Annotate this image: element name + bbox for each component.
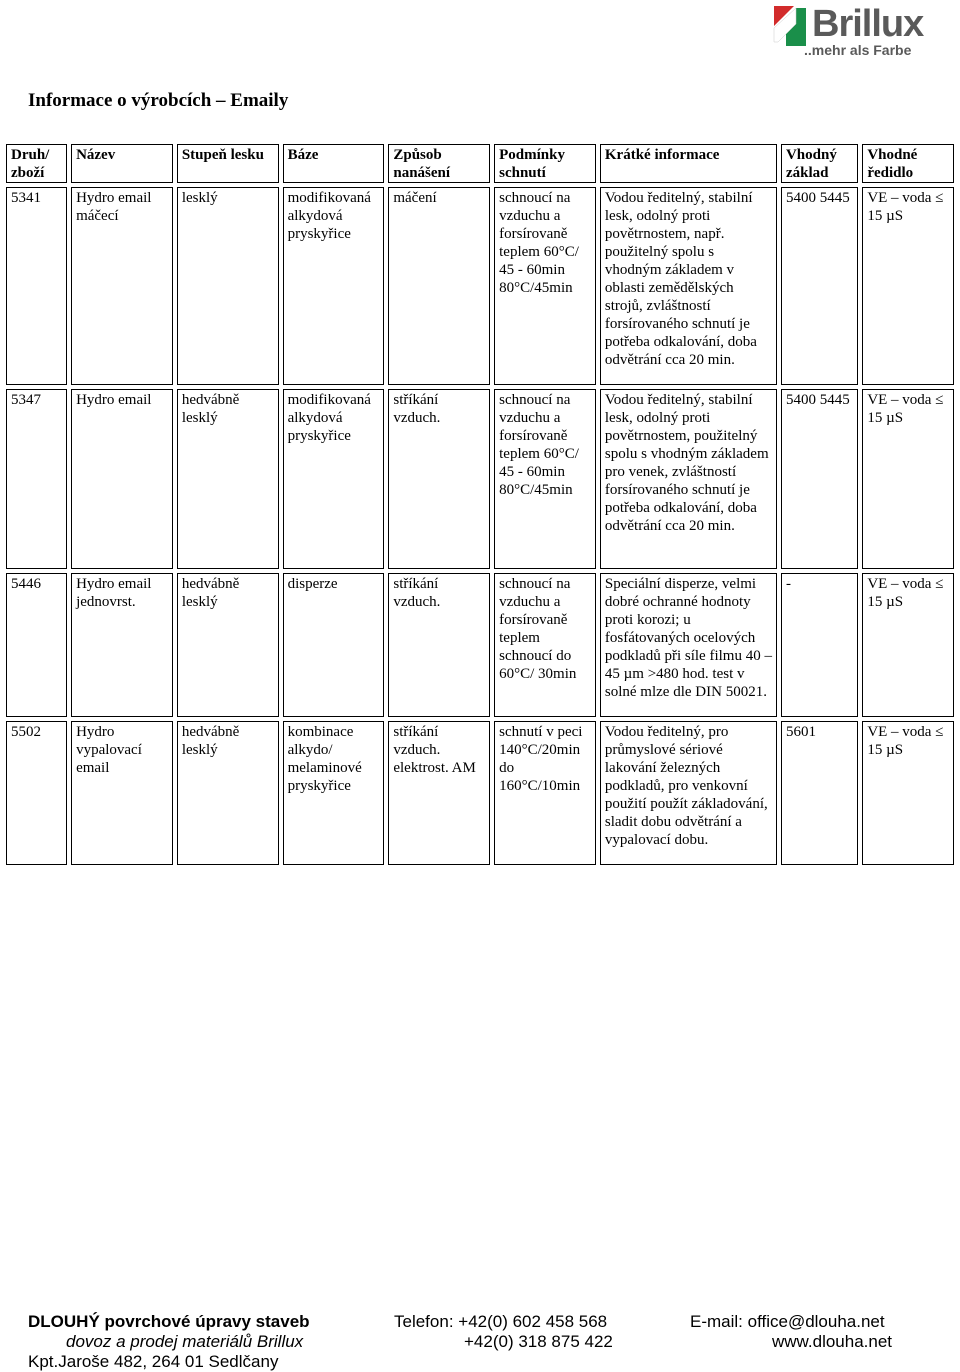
page-title: Informace o výrobcích – Emaily (28, 90, 289, 111)
cell-podminky: schnoucí na vzduchu a forsírovaně teplem 60°C/ 45 - 60min 80°C/45min (494, 389, 596, 569)
cell-podminky: schnoucí na vzduchu a forsírovaně teplem 60°C/ 45 - 60min 80°C/45min (494, 187, 596, 385)
cell-zaklad: - (781, 573, 858, 717)
cell-nazev: Hydro email jednovrst. (71, 573, 173, 717)
footer-phone: Telefon: +42(0) 602 458 568 (394, 1312, 608, 1331)
table-row (6, 573, 954, 717)
cell-zaklad: 5601 (781, 721, 858, 865)
cell-nazev: Hydro vypalovací email (71, 721, 173, 865)
page-footer (0, 1310, 960, 1372)
table-row (6, 389, 954, 569)
cell-druh: 5341 (6, 187, 67, 385)
footer-phone-2: +42(0) 318 875 422 (464, 1332, 613, 1351)
table-row (6, 721, 954, 865)
header-zpusob: Způsob nanášení (388, 144, 490, 183)
cell-redidlo: VE – voda ≤ 15 µS (862, 721, 954, 865)
header-redidlo: Vhodné ředidlo (862, 144, 954, 183)
cell-druh: 5347 (6, 389, 67, 569)
cell-info: Vodou ředitelný, stabilní lesk, odolný proti povětrnostem, použitelný spolu s vhodným základem pro venek, zvláštností forsírovaného schnutí je potřeba odkalování, doba odvětrání cca 20 min. (600, 389, 777, 569)
cell-zpusob: stříkání vzduch. elektrost. AM (388, 721, 490, 865)
cell-nazev: Hydro email máčecí (71, 187, 173, 385)
cell-lesk: hedvábně lesklý (177, 389, 279, 569)
cell-podminky: schnoucí na vzduchu a forsírovaně teplem schnoucí do 60°C/ 30min (494, 573, 596, 717)
footer-address: Kpt.Jaroše 482, 264 01 Sedlčany (28, 1352, 279, 1371)
cell-zpusob: stříkání vzduch. (388, 389, 490, 569)
brillux-mark-icon (772, 2, 808, 48)
brillux-logo (772, 2, 942, 62)
cell-redidlo: VE – voda ≤ 15 µS (862, 573, 954, 717)
cell-lesk: hedvábně lesklý (177, 573, 279, 717)
footer-company: DLOUHÝ povrchové úpravy staveb (28, 1312, 310, 1331)
cell-info: Vodou ředitelný, stabilní lesk, odolný proti povětrnostem, např. použitelný spolu s vhodným základem v oblasti zemědělských strojů, zvláštností forsírovaného schnutí je potřeba odkalování, doba odvětrání cca 20 min. (600, 187, 777, 385)
header-info: Krátké informace (600, 144, 777, 183)
cell-podminky: schnutí v peci 140°C/20min do 160°C/10min (494, 721, 596, 865)
header-zaklad: Vhodný základ (781, 144, 858, 183)
cell-druh: 5502 (6, 721, 67, 865)
cell-baze: disperze (283, 573, 385, 717)
cell-zaklad: 5400 5445 (781, 187, 858, 385)
footer-tagline: dovoz a prodej materiálů Brillux (66, 1332, 304, 1351)
cell-lesk: lesklý (177, 187, 279, 385)
table-header-row (6, 144, 954, 183)
brand-slogan: ..mehr als Farbe (804, 42, 912, 58)
table-row (6, 187, 954, 385)
brand-name: Brillux (812, 3, 924, 45)
cell-baze: kombinace alkydo/ melaminové pryskyřice (283, 721, 385, 865)
header-lesk: Stupeň lesku (177, 144, 279, 183)
header-baze: Báze (283, 144, 385, 183)
cell-info: Speciální disperze, velmi dobré ochranné hodnoty proti korozi; u fosfátovaných ocelových podkladů při síle filmu 40 – 45 µm >480 hod. test v solné mlze dle DIN 50021. (600, 573, 777, 717)
cell-nazev: Hydro email (71, 389, 173, 569)
cell-redidlo: VE – voda ≤ 15 µS (862, 187, 954, 385)
header-druh: Druh/ zboží (6, 144, 67, 183)
cell-druh: 5446 (6, 573, 67, 717)
cell-baze: modifikovaná alkydová pryskyřice (283, 187, 385, 385)
cell-zaklad: 5400 5445 (781, 389, 858, 569)
cell-zpusob: máčení (388, 187, 490, 385)
cell-redidlo: VE – voda ≤ 15 µS (862, 389, 954, 569)
cell-info: Vodou ředitelný, pro průmyslové sériové lakování železných podkladů, pro venkovní použití použít základování, sladit dobu odvětrání a vypalovací dobu. (600, 721, 777, 865)
footer-website[interactable]: www.dlouha.net (772, 1332, 893, 1351)
cell-lesk: hedvábně lesklý (177, 721, 279, 865)
footer-email[interactable]: E-mail: office@dlouha.net (690, 1312, 885, 1331)
cell-baze: modifikovaná alkydová pryskyřice (283, 389, 385, 569)
header-nazev: Název (71, 144, 173, 183)
cell-zpusob: stříkání vzduch. (388, 573, 490, 717)
products-table (2, 140, 958, 869)
header-podminky: Podmínky schnutí (494, 144, 596, 183)
